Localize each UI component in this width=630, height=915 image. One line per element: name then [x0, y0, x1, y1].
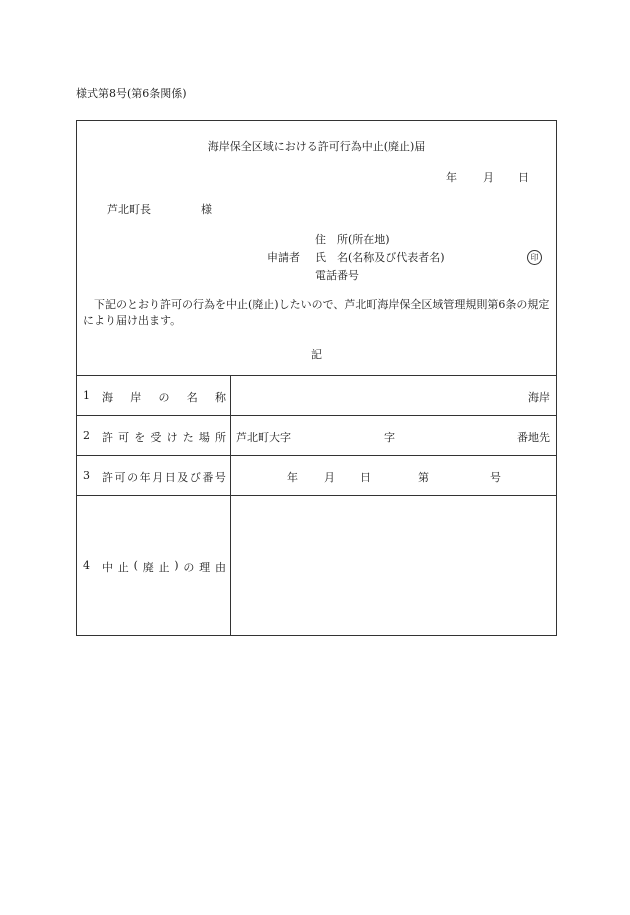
row-number: 3	[83, 469, 90, 482]
notification-form	[76, 120, 557, 636]
form-number-label: 様式第8号(第6条関係)	[76, 87, 187, 100]
row-number: 2	[83, 429, 90, 442]
coast-suffix: 海岸	[528, 391, 550, 404]
form-title: 海岸保全区域における許可行為中止(廃止)届	[207, 140, 426, 153]
date-year-label: 年	[446, 171, 457, 184]
permit-year-label: 年	[287, 471, 298, 484]
row-label-coast-name: 海 岸 の 名 称	[102, 391, 226, 404]
permit-day-label: 日	[360, 471, 371, 484]
addressee-honorific: 様	[201, 203, 212, 216]
location-aza-label: 字	[384, 431, 395, 444]
row-divider	[77, 455, 556, 456]
location-suffix: 番地先	[517, 431, 550, 444]
applicant-address-label: 住 所(所在地)	[315, 233, 390, 246]
reason-field[interactable]	[233, 497, 555, 635]
applicant-name-label: 氏 名(名称及び代表者名)	[315, 251, 445, 264]
seal-mark: 印	[527, 250, 542, 265]
addressee-name: 芦北町長	[107, 203, 151, 216]
row-divider	[77, 495, 556, 496]
row-label-cancellation-reason: 中 止 ( 廃 止 ) の 理 由	[102, 559, 226, 574]
ki-heading: 記	[311, 348, 322, 361]
row-label-permit-date-number: 許 可 の 年 月 日 及 び 番 号	[102, 471, 226, 484]
row-label-permitted-location: 許 可 を 受 け た 場 所	[102, 431, 226, 444]
row-number: 4	[83, 559, 90, 572]
permit-go-label: 号	[490, 471, 501, 484]
applicant-phone-label: 電話番号	[315, 269, 359, 282]
location-prefix: 芦北町大字	[236, 431, 291, 444]
permit-month-label: 月	[324, 471, 335, 484]
date-month-label: 月	[483, 171, 494, 184]
column-divider	[230, 375, 231, 635]
row-divider	[77, 415, 556, 416]
notification-body-text: 下記のとおり許可の行為を中止(廃止)したいので、芦北町海岸保全区域管理規則第6条の規定により届け出ます。	[83, 298, 550, 327]
date-day-label: 日	[518, 171, 529, 184]
permit-dai-label: 第	[418, 471, 429, 484]
table-top-border	[77, 375, 556, 376]
applicant-role-label: 申請者	[267, 251, 300, 264]
row-number: 1	[83, 389, 90, 402]
